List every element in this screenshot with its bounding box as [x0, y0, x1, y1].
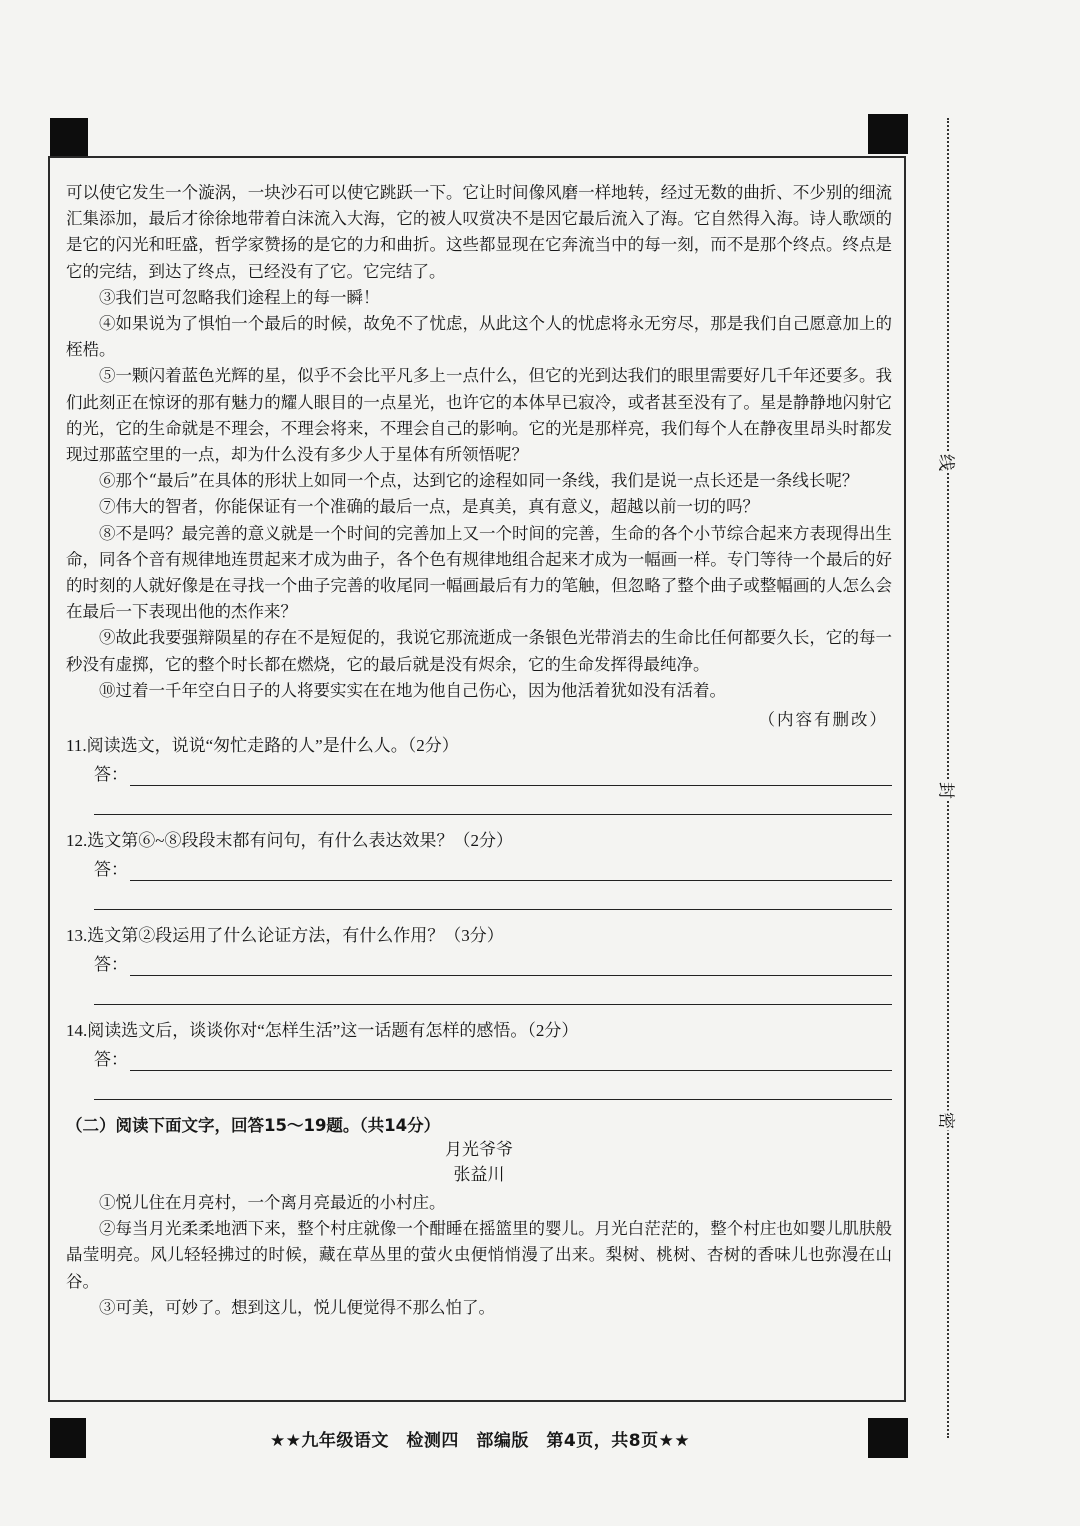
story-author: 张益川: [453, 1165, 505, 1186]
question-11: [66, 732, 892, 815]
answer-line[interactable]: [94, 976, 892, 1005]
page-footer: ★★九年级语文 检测四 部编版 第4页，共8页★★: [269, 1431, 691, 1451]
question-text: 13.选文第②段运用了什么论证方法，有什么作用？（3分）: [66, 926, 504, 946]
answer-line[interactable]: [130, 957, 892, 976]
passage-paragraph: 可以使它发生一个漩涡，一块沙石可以使它跳跃一下。它让时间像风磨一样地转，经过无数的曲折、不少别的细流汇集添加，最后才徐徐地带着白沫流入大海，它的被人叹赏决不是因它最后流入了海。它自然得入海。诗人歌颂的是它的闪光和旺盛，哲学家赞扬的是它的力和曲折。这些都显现在它奔流当中的每一刻，而不是那个终点。终点是它的完结，到达了终点，已经没有了它。它完结了。: [66, 183, 892, 281]
binding-char: 封: [936, 781, 961, 801]
passage-paragraph: ⑧不是吗？最完善的意义就是一个时间的完善加上又一个时间的完善，生命的各个小节综合起来方表现得出生命，同各个音有规律地连贯起来才成为曲子，各个色有规律地组合起来才成为一幅画一样。专门等待一个最后的好的时刻的人就好像是在寻找一个曲子完善的收尾同一幅画最后有力的笔触，但忽略了整个曲子或整幅画的人怎么会在最后一下表现出他的杰作来？: [66, 523, 892, 622]
binding-char: 密: [936, 1111, 961, 1131]
source-note: （内容有删改）: [758, 710, 888, 730]
passage-paragraph: ④如果说为了惧怕一个最后的时候，故免不了忧虑，从此这个人的忧虑将永无穷尽，那是我们自己愿意加上的桎梏。: [66, 314, 892, 360]
answer-label: 答：: [94, 1050, 128, 1071]
section-heading: （二）阅读下面文字，回答15～19题。（共14分）: [66, 1116, 441, 1136]
passage-paragraph: ⑨故此我要强辩陨星的存在不是短促的，我说它那流逝成一条银色光带消去的生命比任何都要久长，它的每一秒没有虚掷，它的整个时长都在燃烧，它的最后就是没有烬余，它的生命发挥得最纯净。: [66, 628, 892, 674]
registration-mark-bottom-left: [50, 1418, 86, 1458]
passage-paragraph: ③我们岂可忽略我们途程上的每一瞬！: [99, 287, 380, 307]
story-paragraph: ①悦儿住在月亮村，一个离月亮最近的小村庄。: [99, 1193, 446, 1213]
binding-line: [935, 118, 958, 1438]
answer-line[interactable]: [94, 1071, 892, 1100]
question-13: [66, 922, 892, 1005]
question-12: [66, 827, 892, 910]
story-title: 月光爷爷: [445, 1140, 513, 1161]
answer-line[interactable]: [94, 786, 892, 815]
registration-mark-bottom-right: [868, 1418, 908, 1458]
passage-paragraph: ⑩过着一千年空白日子的人将要实实在在地为他自己伤心，因为他活着犹如没有活着。: [99, 680, 726, 700]
registration-mark-top-right: [868, 114, 908, 154]
question-text: 14.阅读选文后，谈谈你对“怎样生活”这一话题有怎样的感悟。（2分）: [66, 1021, 579, 1041]
question-text: 12.选文第⑥~⑧段段末都有问句，有什么表达效果？（2分）: [66, 831, 513, 851]
answer-label: 答：: [94, 860, 128, 881]
passage-paragraph: ⑦伟大的智者，你能保证有一个准确的最后一点，是真美，真有意义，超越以前一切的吗？: [99, 497, 759, 517]
answer-line[interactable]: [130, 1052, 892, 1071]
answer-line[interactable]: [130, 862, 892, 881]
registration-mark-top-left: [50, 118, 88, 156]
answer-label: 答：: [94, 765, 128, 786]
passage-paragraph: ⑥那个“最后”在具体的形状上如同一个点，达到它的途程如同一条线，我们是说一点长还是一条线长呢？: [99, 471, 859, 491]
story-paragraph: ③可美，可妙了。想到这儿，悦儿便觉得不那么怕了。: [99, 1297, 495, 1317]
story-paragraph: ②每当月光柔柔地洒下来，整个村庄就像一个酣睡在摇篮里的婴儿。月光白茫茫的，整个村庄也如婴儿肌肤般晶莹明亮。风儿轻轻拂过的时候，藏在草丛里的萤火虫便悄悄漫了出来。梨树、桃树、杏树的香味儿也弥漫在山谷。: [66, 1219, 892, 1291]
answer-label: 答：: [94, 955, 128, 976]
passage-continued: [66, 180, 892, 704]
answer-line[interactable]: [130, 767, 892, 786]
question-text: 11.阅读选文，说说“匆忙走路的人”是什么人。（2分）: [66, 736, 459, 756]
exam-content: [66, 180, 892, 1321]
dotted-line: [947, 118, 949, 1438]
question-14: [66, 1017, 892, 1100]
binding-char: 线: [936, 453, 961, 473]
answer-line[interactable]: [94, 881, 892, 910]
passage-paragraph: ⑤一颗闪着蓝色光辉的星，似乎不会比平凡多上一点什么，但它的光到达我们的眼里需要好几千年还要多。我们此刻正在惊讶的那有魅力的耀人眼目的一点星光，也许它的本体早已寂冷，或者甚至没有了。星是静静地闪射它的光，它的生命就是不理会，不理会将来，不理会自己的影响。它的光是那样亮，我们每个人在静夜里昂头时都发现过那蓝空里的一点，却为什么没有多少人于星体有所领悟呢？: [66, 366, 892, 465]
